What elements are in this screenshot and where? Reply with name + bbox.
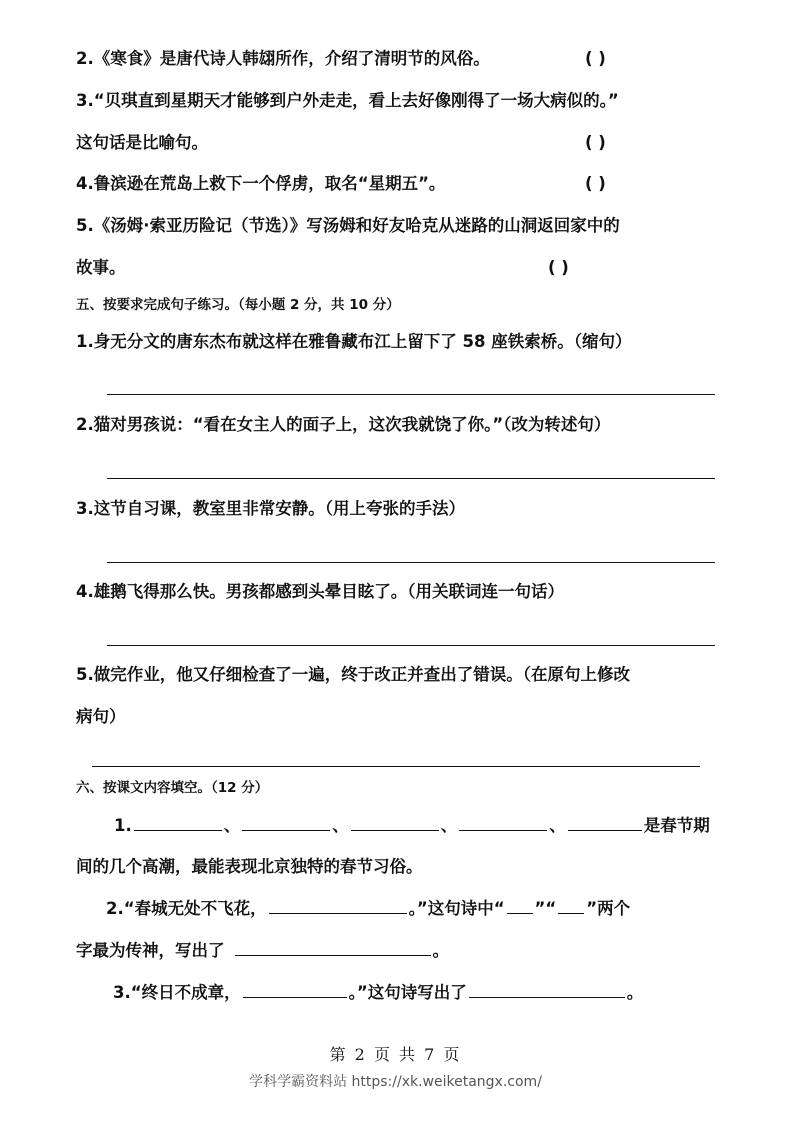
s5-answer-line-2[interactable]	[107, 478, 715, 479]
s6-q2-blank-char-1[interactable]	[507, 897, 533, 914]
judge-q5-line1: 5.《汤姆·索亚历险记（节选）》写汤姆和好友哈克从迷路的山洞返回家中的	[76, 216, 620, 235]
answer-paren-q5[interactable]: ( )	[548, 258, 569, 277]
judge-q4: 4.鲁滨逊在荒岛上救下一个俘虏，取名“星期五”。	[76, 174, 446, 193]
s6-q2-lead: 2.“春城无处不飞花，	[106, 899, 267, 918]
answer-paren-q3[interactable]: ( )	[585, 133, 606, 152]
s6-q1-blank-3[interactable]	[351, 814, 439, 831]
s5-item-5-line1: 5.做完作业，他又仔细检查了一遍，终于改正并查出了错误。（在原句上修改	[76, 665, 630, 684]
s6-q2-mid: 。”这句诗中“	[408, 899, 505, 918]
s5-item-5-line2: 病句）	[76, 707, 126, 726]
s5-item-4: 4.雄鹅飞得那么快。男孩都感到头晕目眩了。（用关联词连一句话）	[76, 582, 564, 601]
answer-paren-q2[interactable]: ( )	[585, 49, 606, 68]
s6-q2-blank-verse[interactable]	[269, 897, 407, 914]
s6-q2-quote-close: ”“	[534, 899, 557, 918]
section-5-title: 五、按要求完成句子练习。（每小题 2 分，共 10 分）	[76, 297, 400, 313]
s5-answer-line-1[interactable]	[107, 394, 715, 395]
s6-q1-line2: 间的几个高潮，最能表现北京独特的春节习俗。	[76, 857, 423, 876]
s6-q3-line1	[113, 981, 643, 1005]
section-6-title: 六、按课文内容填空。（12 分）	[76, 780, 269, 796]
period: 。	[626, 983, 644, 1002]
s6-q1-blank-2[interactable]	[242, 814, 330, 831]
s5-answer-line-3[interactable]	[107, 562, 715, 563]
s5-item-2: 2.猫对男孩说：“看在女主人的面子上，这次我就饶了你。”（改为转述句）	[76, 415, 611, 434]
s5-answer-line-4[interactable]	[107, 645, 715, 646]
judge-q3-line2: 这句话是比喻句。	[76, 133, 208, 152]
s5-item-3: 3.这节自习课，教室里非常安静。（用上夸张的手法）	[76, 499, 465, 518]
s6-q3-lead: 3.“终日不成章，	[113, 983, 241, 1002]
s6-q2-line1	[106, 897, 630, 921]
s5-item-1: 1.身无分文的唐东杰布就这样在雅鲁藏布江上留下了 58 座铁索桥。（缩句）	[76, 332, 632, 351]
judge-q2: 2.《寒食》是唐代诗人韩翃所作，介绍了清明节的风俗。	[76, 49, 490, 68]
page-number: 第 2 页 共 7 页	[329, 1045, 462, 1064]
s6-q3-mid: 。”这句诗写出了	[348, 983, 467, 1002]
judge-q5-line2: 故事。	[76, 258, 126, 277]
separator: 、	[440, 816, 458, 835]
s6-q2-blank-char-2[interactable]	[558, 897, 584, 914]
s6-q1-blank-5[interactable]	[568, 814, 642, 831]
s5-answer-line-5[interactable]	[92, 766, 700, 767]
s6-q3-blank-verse[interactable]	[243, 981, 347, 998]
answer-paren-q4[interactable]: ( )	[585, 174, 606, 193]
s6-q2-end: ”两个	[586, 899, 631, 918]
s6-q1-number: 1.	[114, 816, 132, 835]
s6-q1-blank-1[interactable]	[134, 814, 222, 831]
s6-q3-blank-meaning[interactable]	[469, 981, 625, 998]
watermark-site: 学科学霸资料站 https://xk.weiketangx.com/	[249, 1074, 542, 1090]
s6-q2-b: 字最为传神，写出了	[76, 941, 225, 960]
separator: 、	[332, 816, 349, 835]
period: 。	[432, 941, 449, 960]
s6-q2-blank-meaning[interactable]	[235, 939, 431, 956]
separator: 、	[549, 816, 566, 835]
separator: 、	[223, 816, 241, 835]
s6-q2-line2	[76, 939, 449, 963]
s6-q1-blank-4[interactable]	[459, 814, 547, 831]
s6-q1-tail: 是春节期	[643, 816, 710, 835]
judge-q3-line1: 3.“贝琪直到星期天才能够到户外走走，看上去好像刚得了一场大病似的。”	[76, 91, 619, 110]
s6-q1-line1	[114, 814, 710, 838]
